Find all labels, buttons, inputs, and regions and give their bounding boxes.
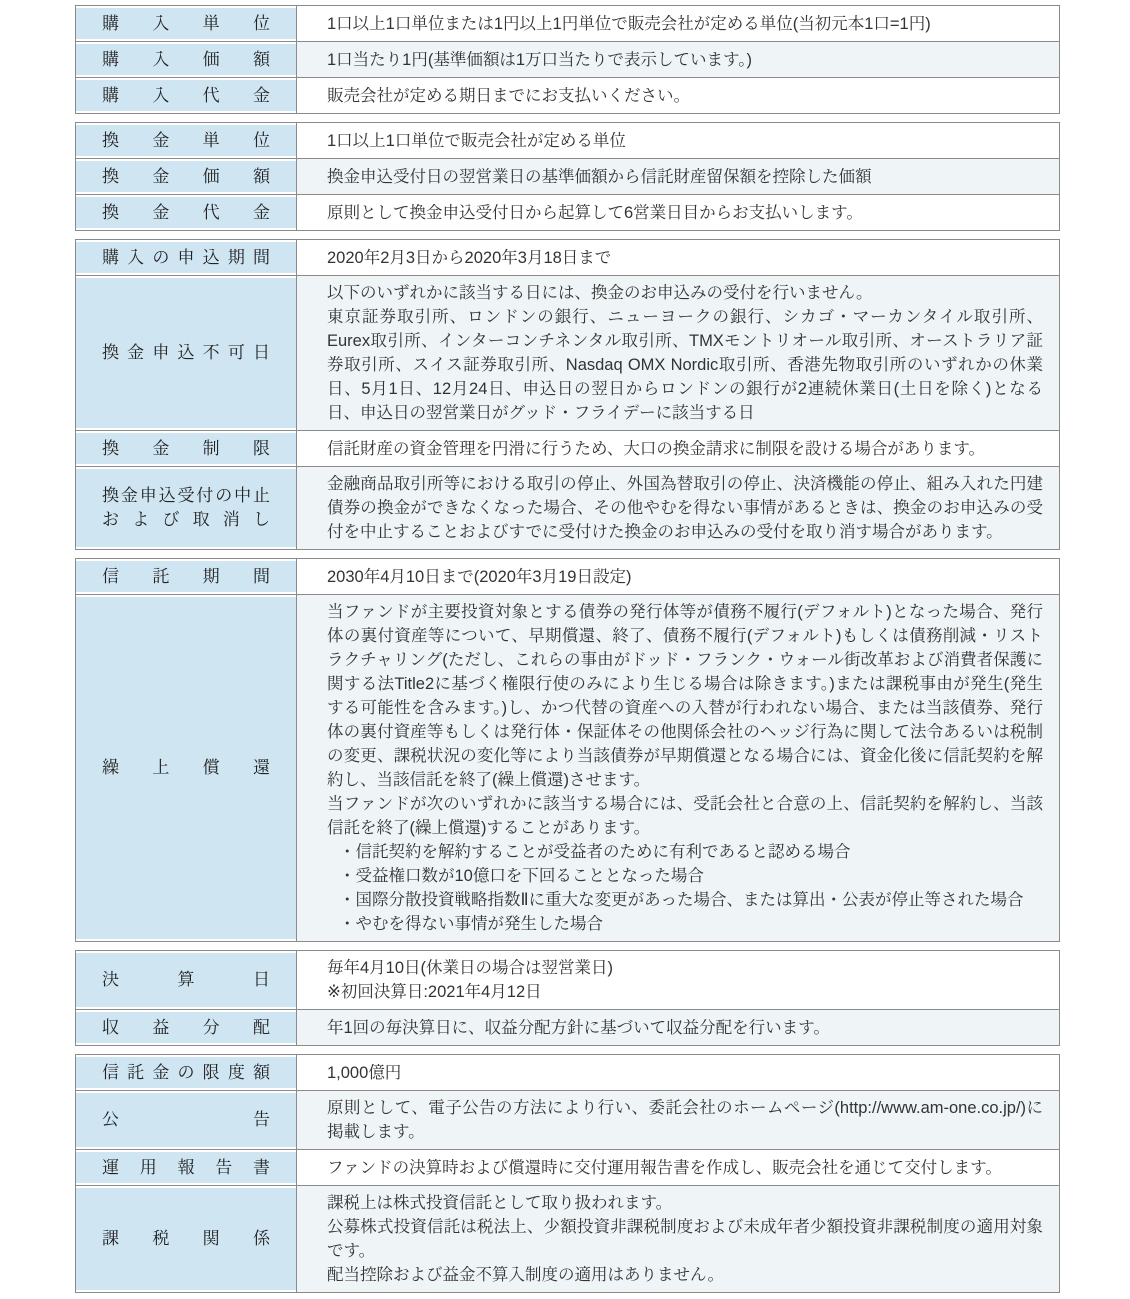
content-line: 換金申込受付日の翌営業日の基準価額から信託財産留保額を控除した価額 [327, 167, 872, 186]
table-group [75, 558, 1060, 942]
table-row [76, 275, 1059, 430]
table-row [76, 123, 1059, 158]
row-label-background [76, 1152, 296, 1183]
row-label-cell [76, 42, 296, 77]
row-label-background [76, 80, 296, 111]
row-label-cell [76, 123, 296, 158]
row-content-cell [296, 159, 1059, 194]
row-label-background [76, 242, 296, 273]
table-row [76, 1090, 1059, 1149]
table-row [76, 1055, 1059, 1090]
content-line: 信託財産の資金管理を円滑に行うため、大口の換金請求に制限を設ける場合があります。 [327, 439, 986, 458]
row-content-cell [296, 1055, 1059, 1090]
table-row [76, 6, 1059, 41]
row-label-background [76, 8, 296, 39]
content-line: 東京証券取引所、ロンドンの銀行、ニューヨークの銀行、シカゴ・マーカンタイル取引所、Eurex取引所、インターコンチネンタル取引所、TMXモントリオール取引所、オーストラリア証券取引所、スイス証券取引所、Nasdaq OMX Nordic取引所、香港先物取引所のいずれかの休業日、5月1日、12月24日、申込日の翌日からロンドンの銀行が2連続休業日(土日を除く)となる日、申込日の翌営業日がグッド・フライデーに該当する日 [327, 308, 1043, 422]
content-line: ファンドの決算時および償還時に交付運用報告書を作成し、販売会社を通じて交付します。 [327, 1158, 1002, 1177]
row-content-cell [296, 431, 1059, 466]
row-label-cell [76, 595, 296, 941]
row-label-cell [76, 1010, 296, 1045]
table-row [76, 194, 1059, 230]
row-content-cell [296, 951, 1059, 1009]
content-line: 公募株式投資信託は税法上、少額投資非課税制度および未成年者少額投資非課税制度の適用対象です。 [327, 1218, 1043, 1260]
row-label-background [76, 597, 296, 939]
row-label: 購入単位 [102, 13, 270, 33]
content-line: 1口以上1口単位で販売会社が定める単位 [327, 131, 626, 150]
content-line: 当ファンドが主要投資対象とする債券の発行体等が債務不履行(デフォルト)となった場合、発行体の裏付資産等について、早期償還、終了、債務不履行(デフォルト)もしくは債務削減・リストラクチャリング(ただし、これらの事由がドッド・フランク・ウォール街改革および消費者保護に関する法Title2に基づく権限行使のみにより生じる場合は除きます。)または課税事由が発生(発生する可能性を含みます。)し、かつ代替の資産への入替が行われない場合、または当該債券、発行体の裏付資産等もしくは発行体・保証体その他関係会社のヘッジ行為に関して法令あるいは税制の変更、課税状況の変化等により当該債券が早期償還となる場合には、資金化後に信託契約を解約し、当該信託を終了(繰上償還)させます。 [327, 603, 1043, 789]
table-row [76, 158, 1059, 194]
row-label-background [76, 125, 296, 156]
content-line: 以下のいずれかに該当する日には、換金のお申込みの受付を行いません。 [327, 284, 873, 302]
row-content-cell [296, 123, 1059, 158]
row-label-cell [76, 431, 296, 466]
content-line: 毎年4月10日(休業日の場合は翌営業日) [327, 959, 614, 977]
row-content-cell [296, 276, 1059, 430]
row-content-cell [296, 42, 1059, 77]
table-row [76, 951, 1059, 1009]
row-content-cell [296, 1186, 1059, 1292]
content-line: 販売会社が定める期日までにお支払いください。 [327, 86, 690, 105]
table-row [76, 41, 1059, 77]
row-label-cell [76, 1091, 296, 1149]
table-row [76, 1185, 1059, 1292]
fund-table [75, 5, 1060, 1293]
row-label-cell [76, 559, 296, 594]
row-label-cell [76, 1055, 296, 1090]
table-group [75, 239, 1060, 550]
row-label: 購入価額 [102, 49, 270, 69]
content-line: 1口以上1口単位または1円以上1円単位で販売会社が定める単位(当初元本1口=1円) [327, 14, 931, 33]
row-label-cell [76, 1150, 296, 1185]
content-line: 2030年4月10日まで(2020年3月19日設定) [327, 567, 632, 586]
table-row [76, 1009, 1059, 1045]
row-label-background [76, 1093, 296, 1147]
row-label: 換金単位 [102, 130, 270, 150]
table-group [75, 1054, 1060, 1293]
row-label: 繰上償還 [102, 758, 270, 777]
row-content-cell [296, 1150, 1059, 1185]
row-label-cell [76, 467, 296, 549]
row-label: 収益分配 [102, 1017, 270, 1037]
row-label-cell [76, 159, 296, 194]
row-content-cell [296, 595, 1059, 941]
row-content-cell [296, 240, 1059, 275]
row-label-background [76, 197, 296, 228]
row-label-background [76, 1012, 296, 1043]
content-line: 2020年2月3日から2020年3月18日まで [327, 248, 612, 267]
row-label: 購入の申込期間 [102, 247, 270, 267]
row-label: 信託金の限度額 [102, 1062, 270, 1082]
row-label-background [76, 469, 296, 547]
row-label: 課税関係 [102, 1229, 270, 1248]
content-line: 1口当たり1円(基準価額は1万口当たりで表示しています。) [327, 50, 752, 69]
content-line: 金融商品取引所等における取引の停止、外国為替取引の停止、決済機能の停止、組み入れた円建債券の換金ができなくなった場合、その他やむを得ない事情があるときは、換金のお申込みの受付を中止することおよびすでに受付けた換金のお申込みの受付を取り消す場合があります。 [327, 475, 1044, 541]
row-label-background [76, 433, 296, 464]
content-bullet-line: ・やむを得ない事情が発生した場合 [339, 915, 603, 933]
row-label-background [76, 161, 296, 192]
row-label-cell [76, 1186, 296, 1292]
table-row [76, 430, 1059, 466]
table-row [76, 77, 1059, 113]
content-line: 1,000億円 [327, 1063, 402, 1082]
row-label: 換金申込受付の中止および取消し [102, 486, 270, 529]
row-content-cell [296, 1091, 1059, 1149]
row-content-cell [296, 559, 1059, 594]
table-row [76, 559, 1059, 594]
content-line: 原則として、電子公告の方法により行い、委託会社のホームページ(http://www.am-one.co.jp/)に掲載します。 [327, 1099, 1043, 1141]
row-label: 信託期間 [102, 566, 270, 586]
row-label-cell [76, 951, 296, 1009]
row-label-background [76, 44, 296, 75]
row-label-cell [76, 6, 296, 41]
row-label: 換金代金 [102, 202, 270, 222]
content-bullet-line: ・国際分散投資戦略指数Ⅱに重大な変更があった場合、または算出・公表が停止等された場合 [339, 891, 1024, 909]
row-label: 決算日 [102, 970, 270, 989]
row-label: 運用報告書 [102, 1157, 270, 1177]
content-bullet-line: ・信託契約を解約することが受益者のために有利であると認める場合 [339, 843, 851, 861]
table-row [76, 1149, 1059, 1185]
row-label: 換金制限 [102, 438, 270, 458]
row-label: 購入代金 [102, 85, 270, 105]
row-label: 換金申込不可日 [102, 343, 270, 362]
content-line: 課税上は株式投資信託として取り扱われます。 [327, 1194, 673, 1212]
row-content-cell [296, 78, 1059, 113]
row-content-cell [296, 195, 1059, 230]
row-label-background [76, 561, 296, 592]
row-label: 換金価額 [102, 166, 270, 186]
row-label-background [76, 278, 296, 428]
table-row [76, 240, 1059, 275]
content-line: ※初回決算日:2021年4月12日 [327, 983, 542, 1001]
row-label-background [76, 1188, 296, 1290]
content-line: 年1回の毎決算日に、収益分配方針に基づいて収益分配を行います。 [327, 1018, 830, 1037]
row-content-cell [296, 6, 1059, 41]
table-row [76, 594, 1059, 941]
row-label-cell [76, 276, 296, 430]
row-label-background [76, 1057, 296, 1088]
table-group [75, 5, 1060, 114]
row-label-cell [76, 240, 296, 275]
row-content-cell [296, 467, 1059, 549]
table-group [75, 122, 1060, 231]
row-label-cell [76, 195, 296, 230]
row-label: 公告 [102, 1110, 270, 1129]
content-line: 配当控除および益金不算入制度の適用はありません。 [327, 1266, 724, 1284]
row-label-background [76, 953, 296, 1007]
row-label-cell [76, 78, 296, 113]
content-line: 原則として換金申込受付日から起算して6営業日目からお支払いします。 [327, 203, 863, 222]
table-group [75, 950, 1060, 1046]
content-bullet-line: ・受益権口数が10億口を下回ることとなった場合 [339, 867, 704, 885]
table-row [76, 466, 1059, 549]
content-line: 当ファンドが次のいずれかに該当する場合には、受託会社と合意の上、信託契約を解約し、当該信託を終了(繰上償還)することがあります。 [327, 795, 1043, 837]
row-content-cell [296, 1010, 1059, 1045]
